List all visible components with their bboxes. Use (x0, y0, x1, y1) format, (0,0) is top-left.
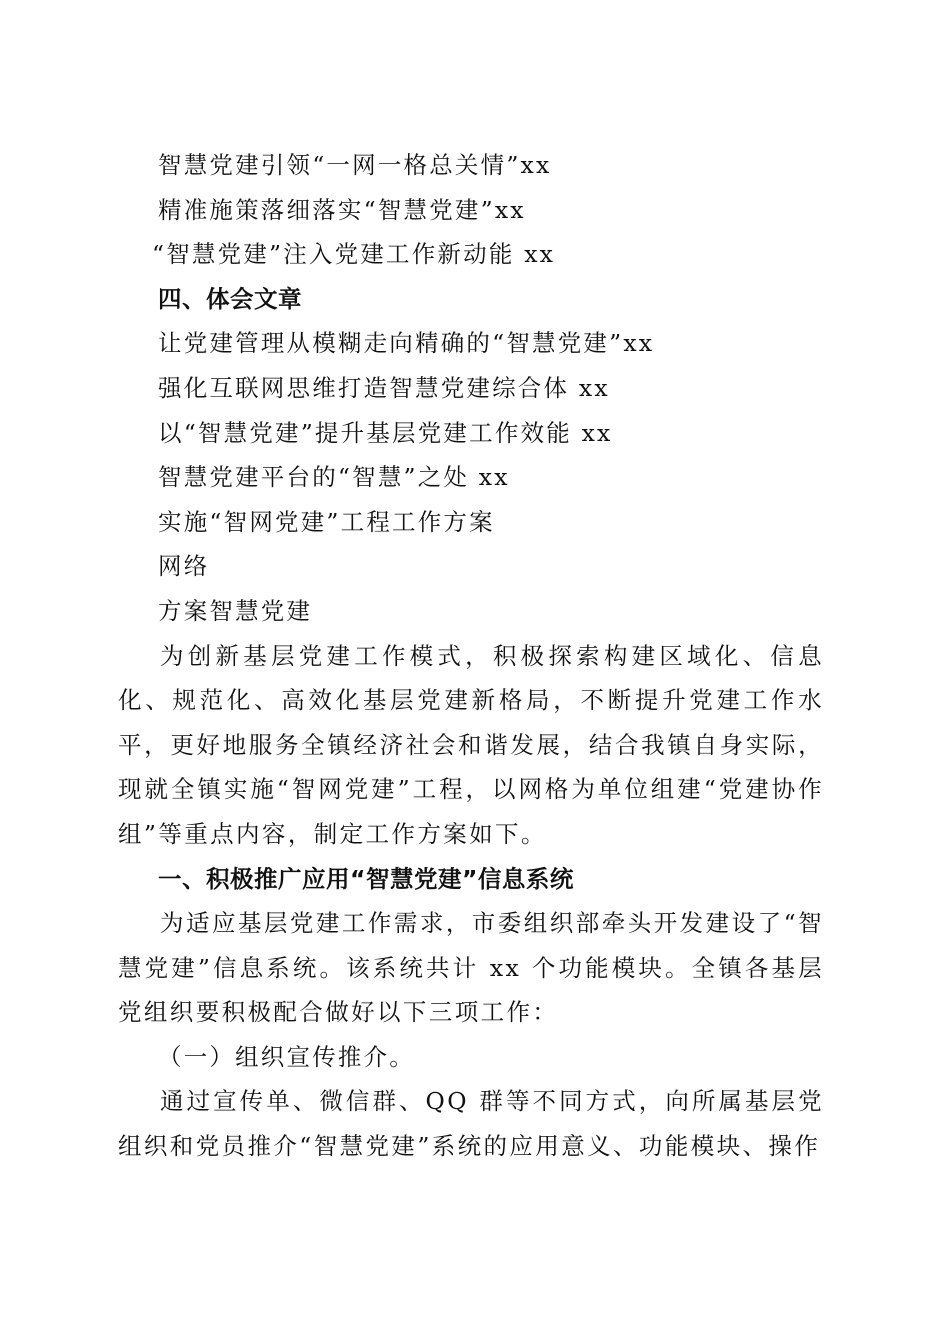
list-item: “智慧党建”注入党建工作新动能 xx (152, 240, 556, 269)
section-heading: 四、体会文章 (158, 284, 302, 313)
list-item: 智慧党建引领“一网一格总关情”xx (158, 151, 552, 179)
list-item: 精准施策落细落实“智慧党建”xx (158, 195, 526, 224)
body-paragraph: 为适应基层党建工作需求，市委组织部牵头开发建设了“智慧党建”信息系统。该系统共计 xx 个功能模块。全镇各基层党组织要积极配合做好以下三项工作： (118, 909, 824, 1027)
list-item: 网络 (158, 552, 210, 581)
list-item: 方案智慧党建 (158, 596, 313, 625)
section-heading: 一、积极推广应用“智慧党建”信息系统 (158, 864, 574, 893)
list-item: 实施“智网党建”工程工作方案 (158, 507, 495, 536)
list-item: 智慧党建平台的“智慧”之处 xx (158, 463, 510, 492)
subsection-heading: （一）组织宣传推介。 (158, 1042, 415, 1071)
intro-paragraph: 为创新基层党建工作模式，积极探索构建区域化、信息化、规范化、高效化基层党建新格局，不断提升党建工作水平，更好地服务全镇经济社会和谐发展，结合我镇自身实际，现就全镇实施“智网党建”工程，以网格为单位组建“党建协作组”等重点内容，制定工作方案如下。 (118, 641, 824, 848)
list-item: 强化互联网思维打造智慧党建综合体 xx (158, 373, 610, 402)
list-item: 让党建管理从模糊走向精确的“智慧党建”xx (158, 329, 655, 358)
document-page (118, 143, 824, 1169)
list-item: 以“智慧党建”提升基层党建工作效能 xx (158, 418, 613, 447)
body-paragraph: 通过宣传单、微信群、QQ 群等不同方式，向所属基层党组织和党员推介“智慧党建”系统的应用意义、功能模块、操作 (118, 1087, 824, 1161)
